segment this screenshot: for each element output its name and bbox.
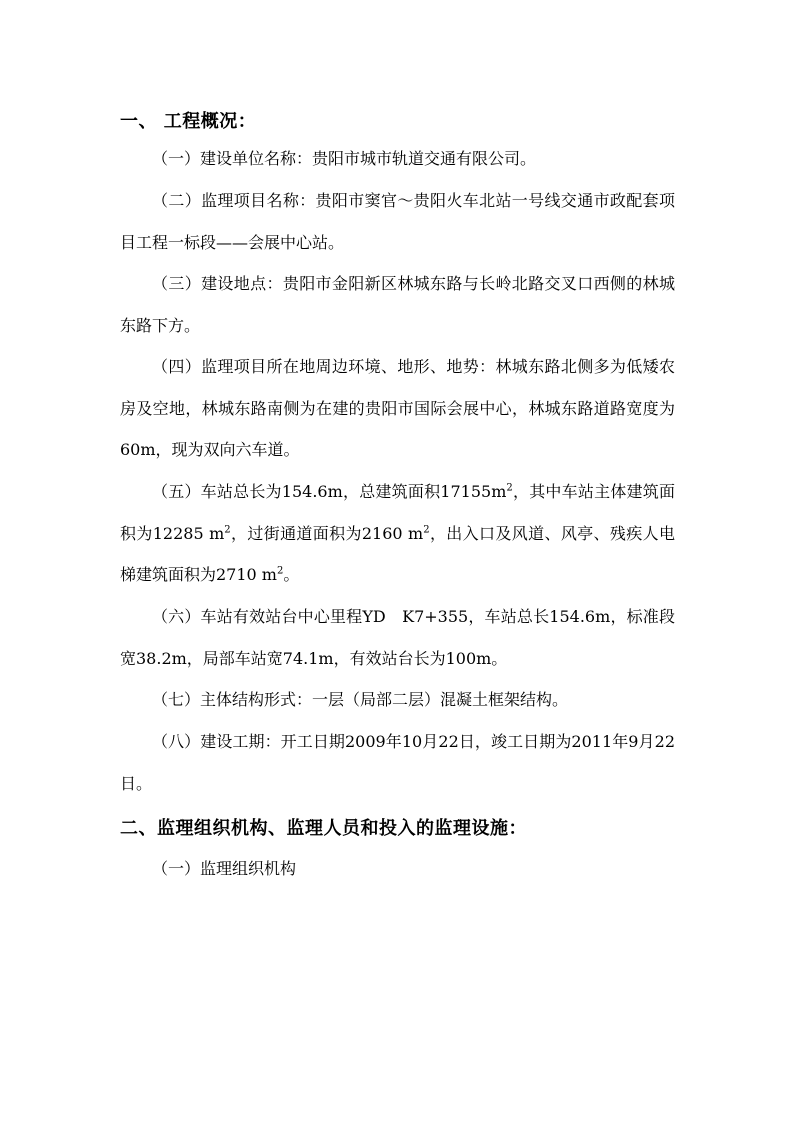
- paragraph-project-name: （二）监理项目名称：贵阳市窦官～贵阳火车北站一号线交通市政配套项目工程一标段——会展中心站。: [120, 191, 675, 252]
- station-area-text: （五）车站总长为154.6m，总建筑面积17155m: [152, 482, 507, 501]
- superscript: 2: [423, 524, 430, 536]
- paragraph-construction-period: （八）建设工期：开工日期2009年10月22日，竣工日期为2011年9月22日。: [120, 732, 675, 793]
- station-area-text: 。: [283, 565, 300, 584]
- subsection-organization: （一）监理组织机构: [152, 859, 297, 878]
- station-area-text: ，过街通道面积为2160 m: [230, 523, 424, 543]
- station-area-text: ，其中车站主体建筑面积为12285 m: [120, 482, 675, 543]
- superscript: 2: [276, 565, 284, 577]
- superscript: 2: [224, 524, 231, 536]
- paragraph-surroundings: （四）监理项目所在地周边环境、地形、地势：林城东路北侧多为低矮农房及空地，林城东路南侧为在建的贵阳市国际会展中心，林城东路道路宽度为60m，现为双向六车道。: [120, 357, 675, 459]
- paragraph-structure-form: （七）主体结构形式：一层（局部二层）混凝土框架结构。: [152, 690, 569, 709]
- section-heading-organization: 二、监理组织机构、监理人员和投入的监理设施：: [120, 818, 527, 839]
- superscript: 2: [506, 482, 513, 494]
- paragraph-construction-unit: （一）建设单位名称：贵阳市城市轨道交通有限公司。: [152, 149, 537, 168]
- paragraph-station-mileage: （六）车站有效站台中心里程YD K7+355，车站总长154.6m，标准段宽38.2m，局部车站宽74.1m，有效站台长为100m。: [120, 607, 675, 668]
- paragraph-station-area: [120, 471, 675, 596]
- station-area-text: ，出入口及风道、风亭、残疾人电梯建筑面积为2710 m: [120, 523, 675, 584]
- section-heading-overview: 一、 工程概况：: [120, 111, 257, 132]
- paragraph-construction-site: （三）建设地点：贵阳市金阳新区林城东路与长岭北路交叉口西侧的林城东路下方。: [120, 274, 675, 335]
